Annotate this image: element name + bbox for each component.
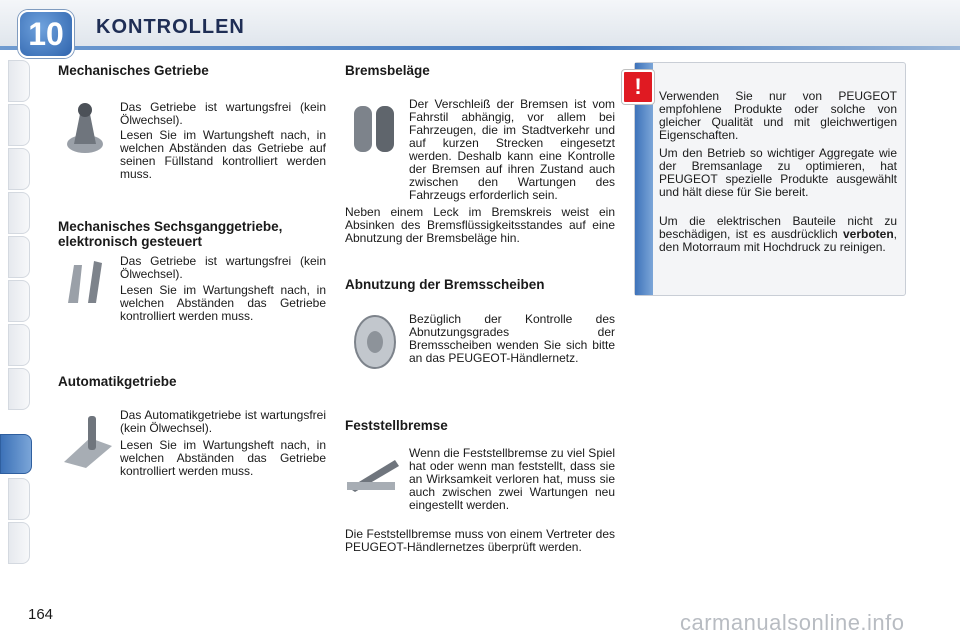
brake-disc-icon <box>350 314 400 370</box>
parking-brake-icon <box>345 452 401 494</box>
section-title-manual-gearbox: Mechanisches Getriebe <box>58 63 209 78</box>
automatic-selector-icon <box>60 412 116 468</box>
parking-brake-text-1: Wenn die Feststellbremse zu viel Spiel hat oder wenn man feststellt, dass sie an Wirksamkeit verloren hat, muss sie auch zwischen zwei Wartungen neu eingestellt werden. <box>409 446 615 512</box>
manual-gearbox-text-1: Das Getriebe ist wartungsfrei (kein Ölwechsel). <box>120 100 326 127</box>
chapter-tab[interactable] <box>8 478 30 520</box>
chapter-tab[interactable] <box>8 148 30 190</box>
header-accent-line <box>0 46 960 50</box>
brake-discs-text: Bezüglich der Kontrolle des Abnutzungsgrades der Bremsscheiben wenden Sie sich bitte an das PEUGEOT-Händlernetz. <box>409 312 615 365</box>
manual-gearbox-text-2: Lesen Sie im Wartungsheft nach, in welchen Abständen das Getriebe auf seinen Füllstand kontrolliert werden muss. <box>120 128 326 181</box>
chapter-title: KONTROLLEN <box>96 16 245 38</box>
note-text-1: Verwenden Sie nur von PEUGEOT empfohlene Produkte oder solche von gleicher Qualität und mit gleichwertigen Eigenschaften. <box>659 89 897 142</box>
automatic-text-1: Das Automatikgetriebe ist wartungsfrei (kein Ölwechsel). <box>120 408 326 435</box>
chapter-tab[interactable] <box>8 324 30 366</box>
chapter-tab[interactable] <box>8 192 30 234</box>
chapter-tab[interactable] <box>8 60 30 102</box>
section-title-brake-pads: Bremsbeläge <box>345 63 430 78</box>
brake-pads-text-1: Der Verschleiß der Bremsen ist vom Fahrstil abhängig, vor allem bei Fahrzeugen, die im Stadtverkehr und auf kurzen Strecken eingesetzt werden. Deshalb kann eine Kontrolle der Bremsen auf ihren Zustand auch zwischen den Wartungen des Fahrzeugs erforderlich sein. <box>409 97 615 202</box>
section-title-brake-discs: Abnutzung der Bremsscheiben <box>345 277 545 292</box>
chapter-tab-active[interactable] <box>0 434 32 474</box>
brake-pads-text-2: Neben einem Leck im Bremskreis weist ein Absinken des Bremsflüssigkeitsstandes auf eine Abnutzung der Bremsbeläge hin. <box>345 205 615 245</box>
gear-lever-icon <box>62 100 108 156</box>
note-text-3c: , den Motorraum mit Hochdruck zu reinigen. <box>659 227 897 254</box>
brake-pads-icon <box>350 100 400 156</box>
chapter-tab[interactable] <box>8 236 30 278</box>
note-text-3a: Um die elektrischen Bauteile nicht zu beschädigen, ist es ausdrücklich <box>659 214 897 241</box>
six-speed-text-1: Das Getriebe ist wartungsfrei (kein Ölwechsel). <box>120 254 326 281</box>
automatic-text-2: Lesen Sie im Wartungsheft nach, in welchen Abständen das Getriebe kontrolliert werden muss. <box>120 438 326 478</box>
section-title-six-speed: Mechanisches Sechsganggetriebe, <box>58 219 283 234</box>
parking-brake-text-2: Die Feststellbremse muss von einem Vertreter des PEUGEOT-Händlernetzes überprüft werden. <box>345 527 615 554</box>
page-number: 164 <box>28 606 54 623</box>
paddle-shift-icon <box>60 255 110 311</box>
chapter-tab[interactable] <box>8 522 30 564</box>
section-title-automatic: Automatikgetriebe <box>58 374 177 389</box>
chapter-tab-strip <box>0 60 36 580</box>
chapter-tab[interactable] <box>8 280 30 322</box>
chapter-number-badge: 10 <box>18 10 74 58</box>
note-text-2: Um den Betrieb so wichtiger Aggregate wie der Bremsanlage zu optimieren, hat PEUGEOT spezielle Produkte ausgewählt und hält diese für Sie bereit. <box>659 146 897 199</box>
section-title-parking-brake: Feststellbremse <box>345 418 448 433</box>
note-emphasis-forbidden: verboten <box>842 227 894 241</box>
chapter-tab[interactable] <box>8 104 30 146</box>
chapter-tab[interactable] <box>8 368 30 410</box>
six-speed-text-2: Lesen Sie im Wartungsheft nach, in welchen Abständen das Getriebe kontrolliert werden muss. <box>120 283 326 323</box>
note-text-3 <box>659 215 897 254</box>
section-title-six-speed-2: elektronisch gesteuert <box>58 234 203 249</box>
warning-icon: ! <box>622 70 654 104</box>
watermark: carmanualsonline.info <box>680 610 905 635</box>
